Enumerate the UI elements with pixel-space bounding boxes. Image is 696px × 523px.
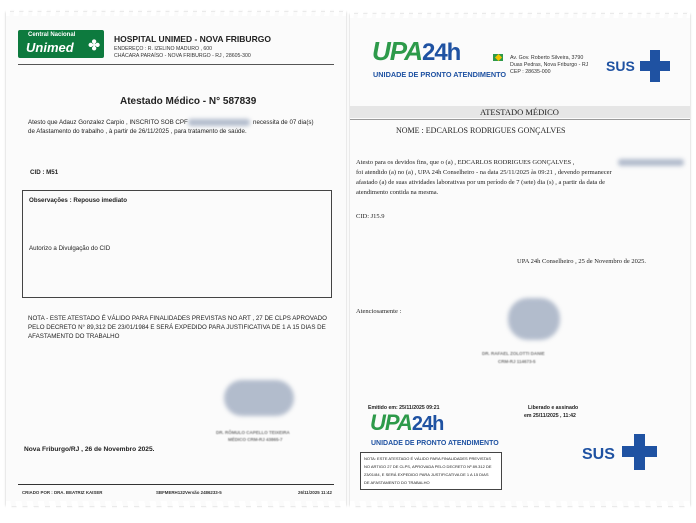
upa-certificate xyxy=(350,14,690,506)
note-line3: 23/01/84, E SERÁ EXPEDIDO PARA JUSTIFICATIVA DE 1 A 15 DIAS xyxy=(364,472,489,477)
redacted-cpf xyxy=(618,159,684,166)
sus-text: SUS xyxy=(606,58,635,74)
released-line1: Liberado e assinado xyxy=(528,405,579,411)
unimed-logo xyxy=(18,30,104,58)
upa-address-line2: Duas Pedras, Nova Friburgo - RJ xyxy=(510,62,589,68)
doctor-name: DR. RÔMULO CAPELLO TEIXEIRA xyxy=(216,430,290,435)
unimed-tree-icon: ✤ xyxy=(88,37,100,53)
validity-note-box xyxy=(360,452,502,490)
doctor-crm: MÉDICO CRM-RJ 43865-7 xyxy=(228,437,283,442)
observations-text: Observações : Repouso imediato xyxy=(29,197,127,204)
note-line3: AFASTAMENTO DO TRABALHO xyxy=(28,333,120,340)
body-line1a: Atesto que Adauz Gonzalez Carpio , INSCRITO SOB CPF xyxy=(28,119,188,126)
note-line1: NOTA: ESTE ATESTADO É VÁLIDO PARA FINALIDADES PREVISTAS xyxy=(364,456,491,461)
patient-name: NOME : EDCARLOS RODRIGUES GONÇALVES xyxy=(396,126,566,135)
brazil-flag-icon xyxy=(493,54,503,61)
redacted-signature xyxy=(508,298,560,340)
logo-24h: 24h xyxy=(421,39,461,66)
redacted-signature xyxy=(224,380,294,416)
greeting: Atenciosamente : xyxy=(356,308,402,315)
note-line1: NOTA - ESTE ATESTADO É VÁLIDO PARA FINALIDADES PREVISTAS NO ART , 27 DE CLPS APROVADO xyxy=(28,315,327,322)
upa-address-line1: Av. Gov. Roberto Silveira, 3790 xyxy=(510,55,584,61)
emitted-timestamp: Emitido em: 25/11/2025 09:21 xyxy=(368,405,440,411)
doctor-crm: CRM-RJ 114673-5 xyxy=(498,359,536,364)
body-line2: de Afastamento do trabalho , à partir de 26/11/2025 , para tratamento de saúde. xyxy=(28,128,247,135)
redacted-cpf xyxy=(188,119,250,126)
header-divider xyxy=(18,64,334,65)
footer-created-by: CRIADO POR : DRA. BEATRIZ KAISER xyxy=(22,490,103,495)
body-line2: foi atendido (a) no (a) , UPA 24h Conselheiro - na data 25/11/2025 às 09:21 , devendo permanecer xyxy=(356,169,612,176)
footer-version: SBFMERH132Versão 2486233-5 xyxy=(156,490,222,495)
address-line1: ENDEREÇO : R. IZELINO MADURO , 600 xyxy=(114,46,213,52)
body-line4: atendimento contida na mesma. xyxy=(356,189,439,196)
title-divider xyxy=(350,119,690,120)
authorization-text: Autorizo a Divulgação do CID xyxy=(29,245,111,252)
hospital-title: HOSPITAL UNIMED - NOVA FRIBURGO xyxy=(114,34,271,44)
footer-sus-text: SUS xyxy=(582,446,615,463)
upa24h-logo xyxy=(372,36,512,78)
document-title: ATESTADO MÉDICO xyxy=(480,107,559,117)
footer-sus-logo xyxy=(582,434,672,472)
released-line2: em 25/11/2025 , 11:42 xyxy=(524,413,576,419)
cid-label: CID: J15.9 xyxy=(356,213,385,220)
footer-logo-upa: UPA xyxy=(370,410,412,435)
torn-edge-top xyxy=(6,6,346,16)
logo-line2: Unimed xyxy=(26,40,74,55)
torn-edge-bottom xyxy=(6,501,346,511)
unimed-certificate xyxy=(6,12,346,506)
footer-datetime: 26/11/2025 11:42 xyxy=(298,490,332,495)
sus-logo xyxy=(606,50,676,86)
title-band xyxy=(350,106,690,118)
place-date: UPA 24h Conselheiro , 25 de Novembro de 2025. xyxy=(517,258,647,265)
torn-edge-top xyxy=(350,8,690,18)
cid-label: CID : M51 xyxy=(30,169,59,176)
address-line2: CHÁCARA PARAÍSO - NOVA FRIBURGO - RJ , 28605-300 xyxy=(114,53,251,59)
body-line1b: necessita de 07 dia(s) xyxy=(253,119,314,126)
logo-upa: UPA xyxy=(372,36,422,66)
footer-logo-24h: 24h xyxy=(411,413,444,435)
body-line1: Atesto para os devidos fins, que o (a) , EDCARLOS RODRIGUES GONÇALVES , xyxy=(356,159,575,166)
logo-line1: Central Nacional xyxy=(28,32,76,38)
doctor-name: DR. RAFAEL ZOLOTTI DANIE xyxy=(482,351,545,356)
upa24h-footer-logo xyxy=(370,410,510,450)
note-line4: DE AFASTAMENTO DO TRABALHO xyxy=(364,480,430,485)
footer-divider xyxy=(18,484,334,485)
torn-edge-bottom xyxy=(350,501,690,511)
place-date: Nova Friburgo/RJ , 26 de Novembro 2025. xyxy=(24,446,155,453)
body-line3: afastado (a) de suas atividades laborativas por um período de 7 (sete) dia (s) , a partir da data de xyxy=(356,179,606,186)
document-title: Atestado Médico - N° 587839 xyxy=(120,96,257,107)
note-line2: NO ARTIGO 27 DE CLPS, APROVADA PELO DECRETO Nº 89.312 DE xyxy=(364,464,492,469)
logo-subtitle: UNIDADE DE PRONTO ATENDIMENTO xyxy=(373,70,507,79)
upa-address-line3: CEP : 28635-000 xyxy=(510,69,551,75)
observations-box xyxy=(22,190,332,298)
note-line2: PELO DECRETO N° 89,312 DE 23/01/1984 E SERÁ EXPEDIDO PARA JUSTIFICATIVA DE 1 A 15 DIAS DE xyxy=(28,324,326,331)
footer-logo-subtitle: UNIDADE DE PRONTO ATENDIMENTO xyxy=(371,440,499,447)
